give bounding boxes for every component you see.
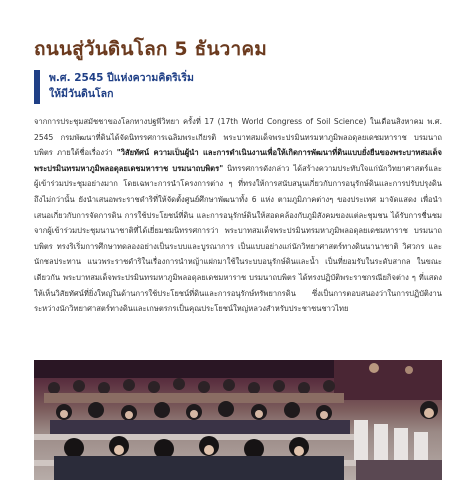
subtitle-block <box>34 70 194 104</box>
body-part-1: จากการประชุมสมัชชาของโลกทางปฐพีวิทยา ครั้งที่ 17 (17th World Congress of Soil Science) ในเดือนสิงหาคม พ.ศ. 2545 กรมพัฒนาที่ดินได้จัดนิทรรศการเฉลิมพระเกียรติ พระบาทสมเด็จพระปรมินทรมหาภูมิพลอดุลยเดชมหาราช บรมนาถบพิตร ภายใต้ชื่อเรื่องว่า <box>34 117 442 158</box>
article-body <box>34 114 442 317</box>
body-bold-quote: "วิสัยทัศน์ ความเป็นผู้นำ และการดำเนินงานเพื่อให้เกิดการพัฒนาที่ดินแบบยั่งยืนของพระบาทสมเด็จพระปรมินทรมหาภูมิพลอดุลยเดชมหาราช บรมนาถบพิตร" <box>34 148 442 173</box>
conference-photo <box>34 360 442 480</box>
article-title: ถนนสู่วันดินโลก 5 ธันวาคม <box>34 38 268 60</box>
conference-audience-photo-icon <box>34 360 442 480</box>
subtitle-line-1: พ.ศ. 2545 ปีแห่งความคิดริเริ่ม <box>49 72 194 84</box>
body-part-2: นิทรรศการดังกล่าว ได้สร้างความประทับใจแก่นักวิทยาศาสตร์และผู้เข้าร่วมประชุมอย่างมาก โดยเฉพาะการนำโครงการต่าง ๆ ที่ทรงให้การสนับสนุนเกี่ยวกับการอนุรักษ์ดินและการปรับปรุงดิน ถึงไม่กว่านั้น ยังนำเสนอพระราชดำริที่ให้จัดตั้งศูนย์ศึกษาพัฒนาทั้ง 6 แห่ง ตามภูมิภาคต่างๆ ของประเทศ มาจัดแสดง เพื่อนำเสนอเกี่ยวกับการจัดการดิน การใช้ประโยชน์ที่ดิน และการอนุรักษ์ดินให้สอดคล้องกับภูมิสังคมของแต่ละชุมชน ได้รับการชื่นชมจากผู้เข้าร่วมประชุมนานาชาติที่ได้เยี่ยมชมนิทรรศการว่า พระบาทสมเด็จพระปรมินทรมหาภูมิพลอดุลยเดชมหาราช บรมนาถบพิตร ทรงริเริ่มการศึกษาทดลองอย่างเป็นระบบและบูรณาการ เป็นแบบอย่างแก่นักวิทยาศาสตร์ทางดินนานาชาติ วิศวกร และนักชลประทาน แนวพระราชดำริในเรื่องการนำหญ้าแฝกมาใช้ในระบบอนุรักษ์ดินและน้ำ เป็นที่ยอมรับในระดับสากล ในขณะเดียวกัน พระบาทสมเด็จพระปรมินทรมหาภูมิพลอดุลยเดชมหาราช บรมนาถบพิตร ได้ทรงปฏิบัติพระราชกรณียกิจต่าง ๆ ที่แสดงให้เห็นวิสัยทัศน์ที่ยิ่งใหญ่ในด้านการใช้ประโยชน์ที่ดินและการอนุรักษ์ทรัพยากรดิน ซึ่งเป็นการตอบสนองว่าในการปฏิบัติงานระหว่างนักวิทยาศาสตร์ทางดินและเกษตรกรเป็นคุณประโยชน์ใหญ่หลวงสำหรับประชาชนชาวไทย <box>34 163 442 314</box>
subtitle-line-2: ให้มีวันดินโลก <box>49 88 114 100</box>
